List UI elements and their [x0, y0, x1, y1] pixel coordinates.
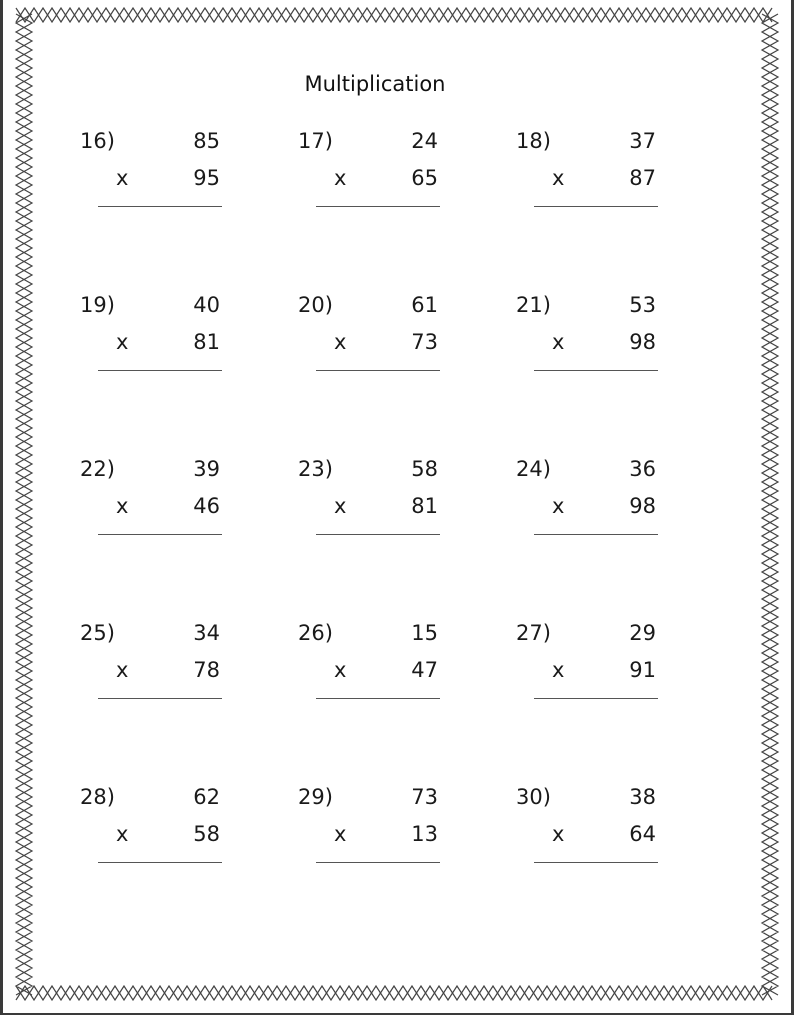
- problem-number: 25): [80, 621, 115, 645]
- answer-line: [98, 370, 222, 371]
- problem-number: 16): [80, 129, 115, 153]
- answer-line: [316, 206, 440, 207]
- multiplier: 58: [193, 822, 220, 846]
- multiplier: 87: [629, 166, 656, 190]
- multiplier: 47: [411, 658, 438, 682]
- answer-line: [98, 206, 222, 207]
- multiplicand: 24: [411, 129, 438, 153]
- problem-item: [516, 128, 676, 218]
- problem-item: [298, 620, 458, 710]
- answer-line: [534, 206, 658, 207]
- answer-line: [316, 862, 440, 863]
- multiplier: 73: [411, 330, 438, 354]
- multiplier: 95: [193, 166, 220, 190]
- problem-number: 29): [298, 785, 333, 809]
- multiplier: 81: [193, 330, 220, 354]
- problem-number: 19): [80, 293, 115, 317]
- multiplier: 98: [629, 330, 656, 354]
- multiplicand: 53: [629, 293, 656, 317]
- answer-line: [534, 862, 658, 863]
- multiplicand: 36: [629, 457, 656, 481]
- problem-number: 28): [80, 785, 115, 809]
- multiply-operator: x: [334, 494, 347, 518]
- problem-number: 20): [298, 293, 333, 317]
- multiplicand: 39: [193, 457, 220, 481]
- multiplicand: 38: [629, 785, 656, 809]
- multiplier: 46: [193, 494, 220, 518]
- problem-number: 23): [298, 457, 333, 481]
- multiply-operator: x: [116, 494, 129, 518]
- answer-line: [98, 862, 222, 863]
- multiply-operator: x: [116, 330, 129, 354]
- problem-item: [298, 784, 458, 874]
- multiplicand: 62: [193, 785, 220, 809]
- multiply-operator: x: [334, 166, 347, 190]
- problem-item: [80, 128, 240, 218]
- multiplicand: 85: [193, 129, 220, 153]
- multiplier: 64: [629, 822, 656, 846]
- multiply-operator: x: [334, 330, 347, 354]
- multiplicand: 40: [193, 293, 220, 317]
- problem-number: 21): [516, 293, 551, 317]
- multiply-operator: x: [552, 822, 565, 846]
- multiply-operator: x: [552, 166, 565, 190]
- problem-item: [80, 784, 240, 874]
- answer-line: [98, 698, 222, 699]
- multiplier: 78: [193, 658, 220, 682]
- multiplicand: 37: [629, 129, 656, 153]
- problem-item: [80, 456, 240, 546]
- multiply-operator: x: [552, 330, 565, 354]
- multiplicand: 61: [411, 293, 438, 317]
- multiply-operator: x: [552, 658, 565, 682]
- problem-number: 17): [298, 129, 333, 153]
- multiplier: 81: [411, 494, 438, 518]
- problem-number: 26): [298, 621, 333, 645]
- problem-item: [80, 292, 240, 382]
- multiply-operator: x: [116, 658, 129, 682]
- answer-line: [316, 698, 440, 699]
- answer-line: [98, 534, 222, 535]
- multiply-operator: x: [334, 658, 347, 682]
- multiplier: 91: [629, 658, 656, 682]
- problem-number: 30): [516, 785, 551, 809]
- multiplicand: 34: [193, 621, 220, 645]
- problem-number: 24): [516, 457, 551, 481]
- problem-number: 18): [516, 129, 551, 153]
- multiply-operator: x: [334, 822, 347, 846]
- multiply-operator: x: [552, 494, 565, 518]
- worksheet-title: Multiplication: [304, 72, 446, 96]
- multiply-operator: x: [116, 166, 129, 190]
- answer-line: [316, 534, 440, 535]
- multiplier: 13: [411, 822, 438, 846]
- problem-item: [80, 620, 240, 710]
- answer-line: [316, 370, 440, 371]
- answer-line: [534, 698, 658, 699]
- problem-item: [298, 292, 458, 382]
- problem-item: [516, 292, 676, 382]
- problem-item: [516, 620, 676, 710]
- problem-number: 22): [80, 457, 115, 481]
- multiplier: 98: [629, 494, 656, 518]
- answer-line: [534, 534, 658, 535]
- multiply-operator: x: [116, 822, 129, 846]
- problem-item: [298, 128, 458, 218]
- multiplicand: 73: [411, 785, 438, 809]
- answer-line: [534, 370, 658, 371]
- problem-item: [516, 456, 676, 546]
- problem-item: [516, 784, 676, 874]
- multiplicand: 29: [629, 621, 656, 645]
- problem-item: [298, 456, 458, 546]
- problem-number: 27): [516, 621, 551, 645]
- multiplicand: 58: [411, 457, 438, 481]
- multiplicand: 15: [411, 621, 438, 645]
- multiplier: 65: [411, 166, 438, 190]
